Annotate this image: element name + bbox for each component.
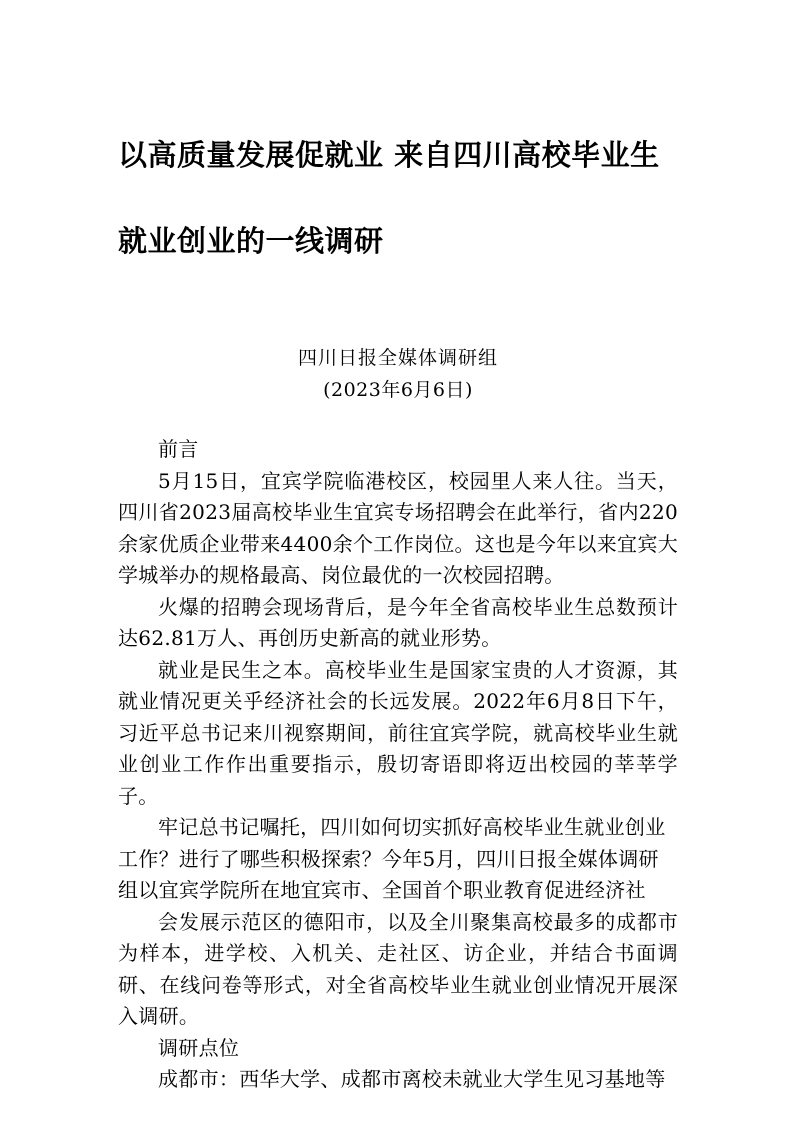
body-paragraph-5: 会发展示范区的德阳市，以及全川聚集高校最多的成都市为样本，进学校、入机关、走社区、访企业，并结合书面调研、在线问卷等形式，对全省高校毕业生就业创业情况开展深入调研。 [118,909,678,1028]
document-body [118,434,678,1096]
body-paragraph-4: 牢记总书记嘱托，四川如何切实抓好高校毕业生就业创业工作？进行了哪些积极探索？今年5月，四川日报全媒体调研组以宜宾学院所在地宜宾市、全国首个职业教育促进经济社 [118,815,666,902]
page-content [118,0,678,1096]
byline [118,342,678,406]
body-paragraph-3: 就业是民生之本。高校毕业生是国家宝贵的人才资源，其就业情况更关乎经济社会的长远发展。2022年6月8日下午，习近平总书记来川视察期间，前往宜宾学院，就高校毕业生就业创业工作作出重要指示，殷切寄语即将迈出校园的莘莘学子。 [118,657,678,808]
page-title: 以高质量发展促就业 来自四川高校毕业生就业创业的一线调研 [118,138,660,258]
survey-site-chengdu: 成都市：西华大学、成都市离校未就业大学生见习基地等 [158,1067,666,1091]
byline-author: 四川日报全媒体调研组 [297,347,498,369]
body-paragraph-2: 火爆的招聘会现场背后，是今年全省高校毕业生总数预计达62.81万人、再创历史新高的就业形势。 [118,594,678,650]
byline-date: (2023年6月6日) [323,379,473,401]
section-heading-foreword: 前言 [158,437,199,461]
body-paragraph-1: 5月15日，宜宾学院临港校区，校园里人来人往。当天，四川省2023届高校毕业生宜宾专场招聘会在此举行，省内220余家优质企业带来4400余个工作岗位。这也是今年以来宜宾大学城举办的规格最高、岗位最优的一次校园招聘。 [118,468,678,587]
section-heading-survey-sites: 调研点位 [158,1035,240,1060]
